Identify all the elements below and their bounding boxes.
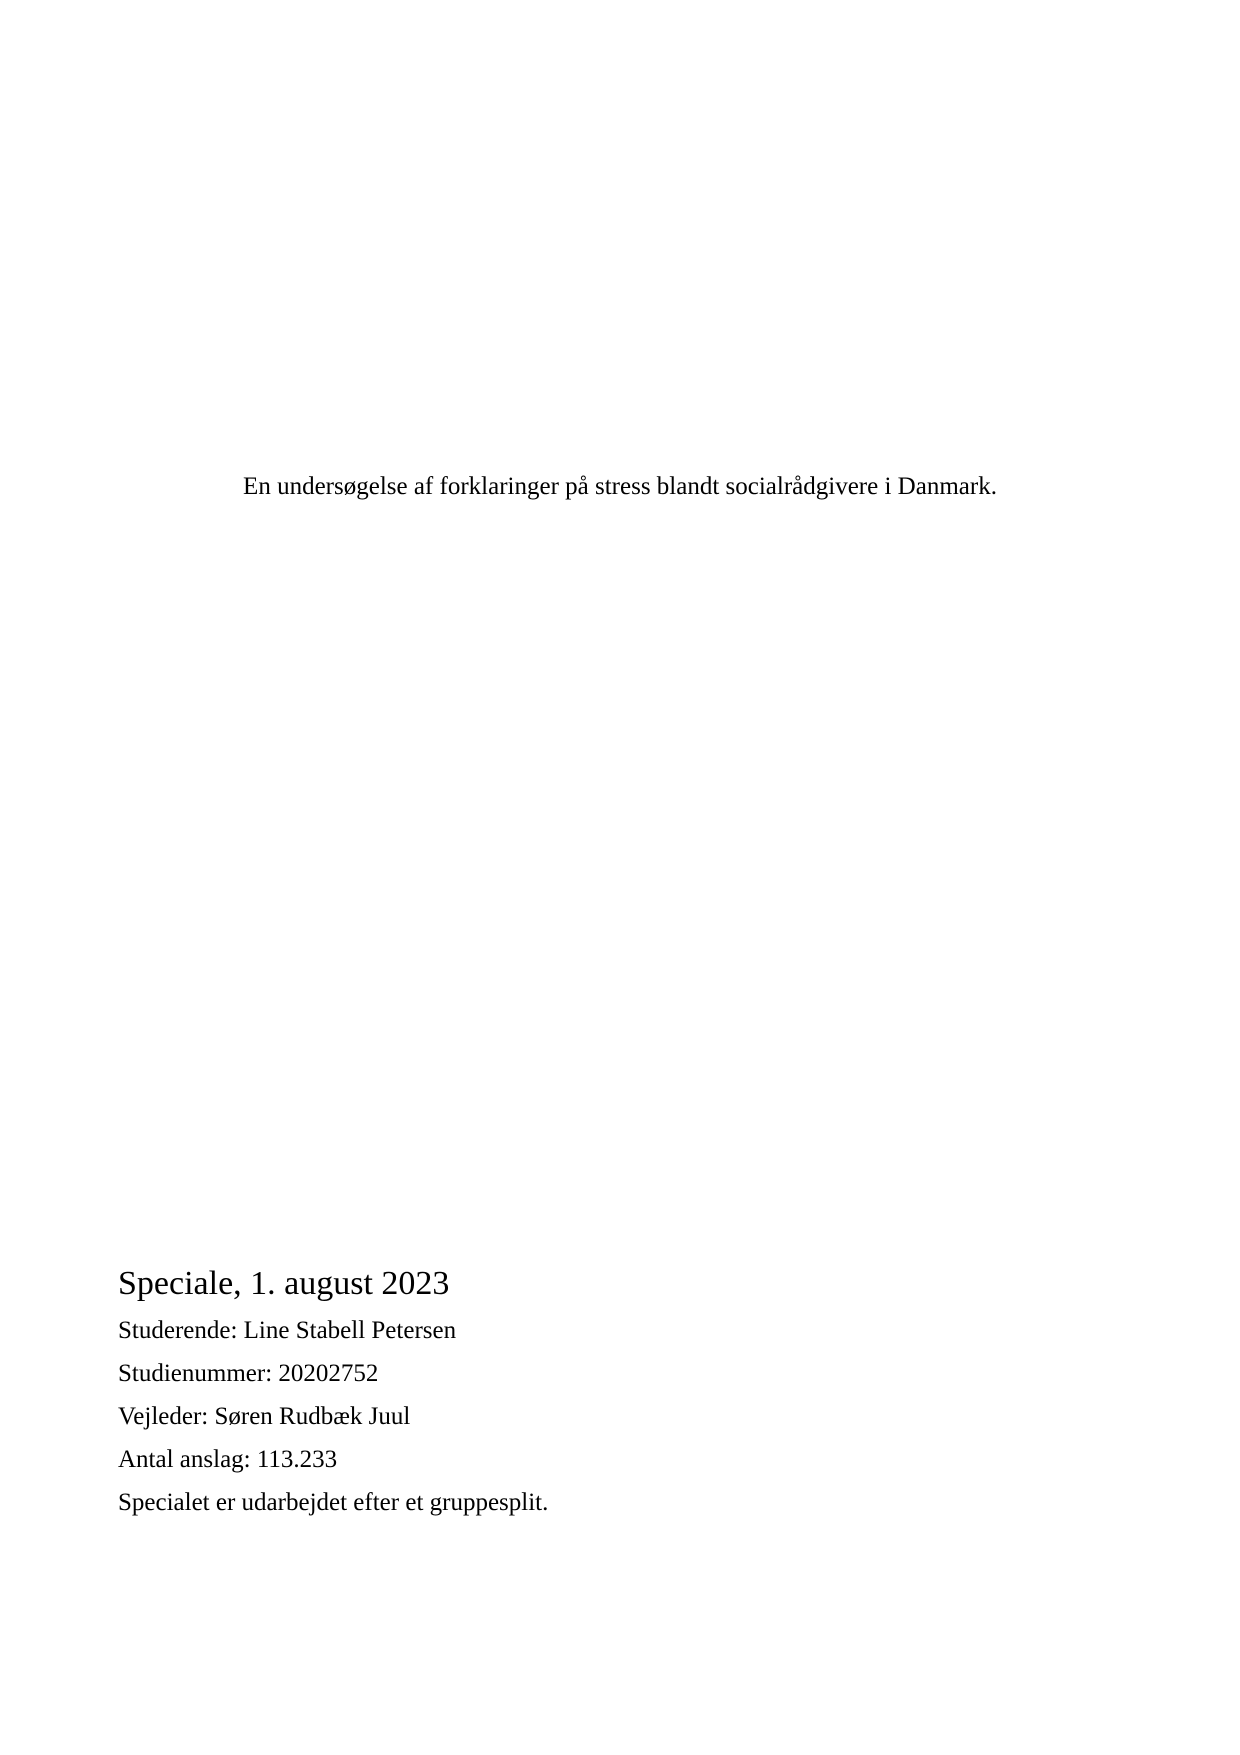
supervisor: Vejleder: Søren Rudbæk Juul	[118, 1403, 411, 1430]
student-number: Studienummer: 20202752	[118, 1360, 379, 1387]
character-count: Antal anslag: 113.233	[118, 1446, 338, 1473]
thesis-info-block	[118, 1262, 548, 1529]
group-split-note: Specialet er udarbejdet efter et gruppesplit.	[118, 1489, 549, 1516]
thesis-subtitle: En undersøgelse af forklaringer på stress blandt socialrådgivere i Danmark.	[243, 473, 997, 500]
student-name: Studerende: Line Stabell Petersen	[118, 1317, 457, 1344]
thesis-heading: Speciale, 1. august 2023	[118, 1265, 450, 1302]
